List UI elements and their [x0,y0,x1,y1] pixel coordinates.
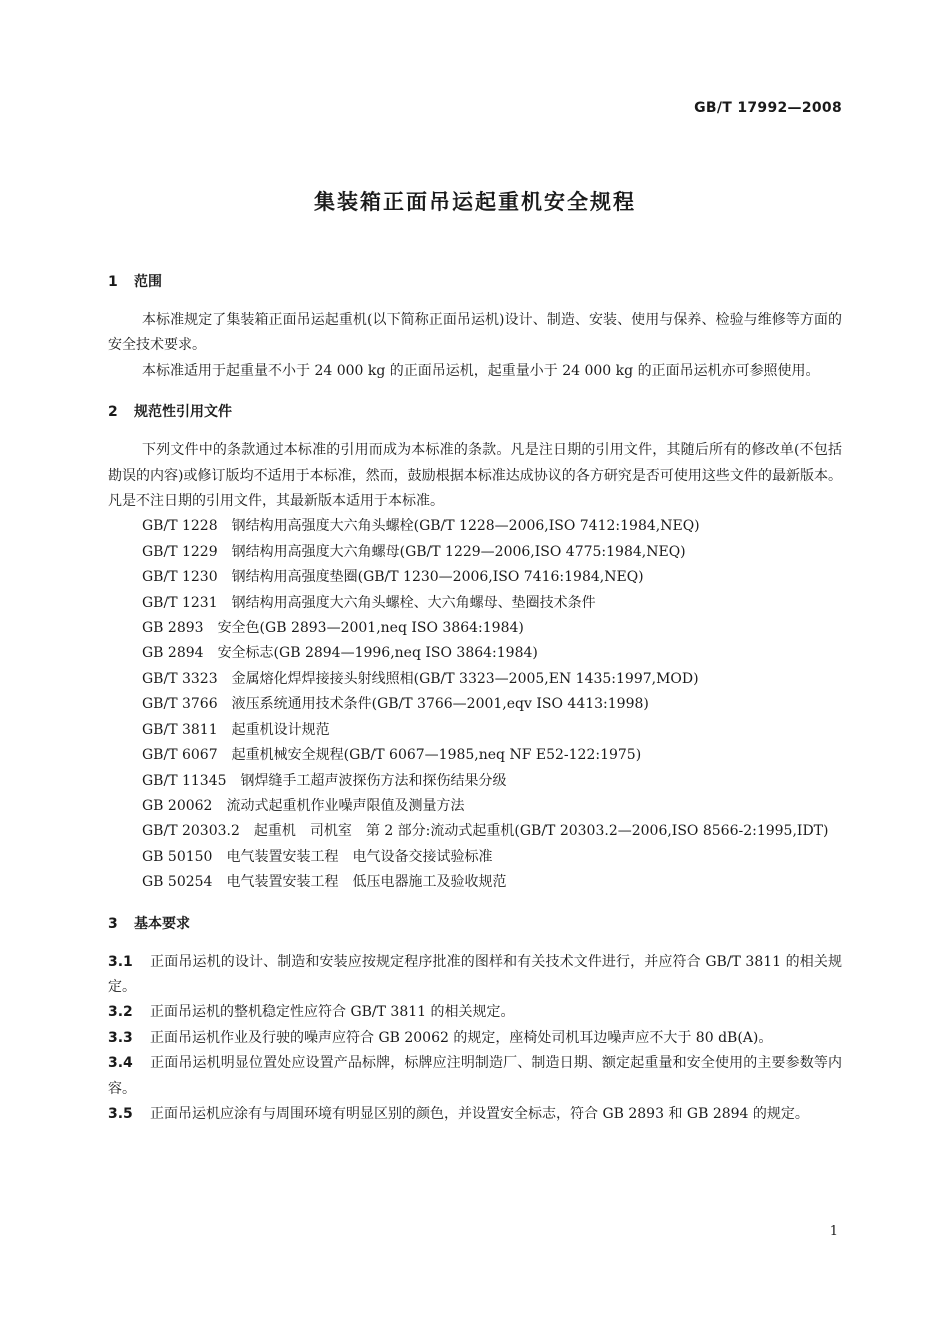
reference-item [108,870,842,895]
reference-title: 流动式起重机作业噪声限值及测量方法 [226,797,465,814]
reference-code: GB 2894 [142,645,204,662]
reference-code: GB/T 6067 [142,747,218,764]
section-title: 范围 [134,274,162,290]
reference-title: 钢结构用高强度垫圈(GB/T 1230—2006,ISO 7416:1984,NEQ) [231,569,644,586]
clause-number: 3.1 [108,953,133,970]
section-heading-3 [108,912,842,937]
reference-title: 电气装置安装工程 低压电器施工及验收规范 [226,874,507,891]
standard-code: GB/T 17992—2008 [694,100,842,116]
clause-text: 正面吊运机的设计、制造和安装应按规定程序批准的图样和有关技术文件进行，并应符合 GB/T 3811 的相关规定。 [108,953,842,995]
clause-number: 3.4 [108,1055,133,1072]
section-heading-2 [108,400,842,425]
clause-text: 正面吊运机的整机稳定性应符合 GB/T 3811 的相关规定。 [150,1004,515,1021]
reference-code: GB/T 3323 [142,670,218,687]
clause-text: 正面吊运机作业及行驶的噪声应符合 GB 20062 的规定，座椅处司机耳边噪声应不大于 80 dB(A)。 [150,1029,773,1046]
section-title: 基本要求 [134,915,190,932]
clause [108,1051,842,1102]
reference-code: GB 50150 [142,848,213,865]
reference-code: GB/T 3811 [142,721,218,738]
reference-code: GB/T 1228 [142,518,218,535]
section-heading-1 [108,270,842,295]
reference-title: 钢结构用高强度大六角头螺栓(GB/T 1228—2006,ISO 7412:1984,NEQ) [231,518,700,535]
reference-item [108,565,842,590]
reference-item [108,667,842,692]
clause-text: 正面吊运机应涂有与周围环境有明显区别的颜色，并设置安全标志，符合 GB 2893 和 GB 2894 的规定。 [150,1105,809,1122]
paragraph: 本标准规定了集装箱正面吊运起重机(以下简称正面吊运机)设计、制造、安装、使用与保养、检验与维修等方面的安全技术要求。 [108,312,842,354]
paragraph: 本标准适用于起重量不小于 24 000 kg 的正面吊运机，起重量小于 24 000 kg 的正面吊运机亦可参照使用。 [142,362,820,379]
reference-code: GB 2893 [142,620,204,637]
reference-title: 起重机设计规范 [231,721,330,738]
document-body [108,268,842,1127]
reference-item [108,591,842,616]
section-number: 3 [108,915,118,932]
section-number: 2 [108,404,118,421]
reference-title: 起重机械安全规程(GB/T 6067—1985,neq NF E52-122:1975) [231,747,642,764]
paragraph: 下列文件中的条款通过本标准的引用而成为本标准的条款。凡是注日期的引用文件，其随后所有的修改单(不包括勘误的内容)或修订版均不适用于本标准，然而，鼓励根据本标准达成协议的各方研究是否可使用这些文件的最新版本。凡是不注日期的引用文件，其最新版本适用于本标准。 [108,442,842,510]
reference-code: GB 50254 [142,874,213,891]
reference-code: GB/T 11345 [142,772,227,789]
clause [108,1102,842,1127]
reference-item [108,769,842,794]
reference-code: GB/T 1231 [142,594,218,611]
clause-number: 3.3 [108,1029,133,1046]
reference-item [108,692,842,717]
clause-number: 3.5 [108,1105,133,1122]
reference-code: GB 20062 [142,797,213,814]
reference-title: 安全标志(GB 2894—1996,neq ISO 3864:1984) [217,645,538,662]
reference-code: GB/T 1229 [142,543,218,560]
page-number: 1 [829,1224,838,1239]
document-title: 集装箱正面吊运起重机安全规程 [314,190,636,214]
reference-title: 安全色(GB 2893—2001,neq ISO 3864:1984) [217,620,524,637]
reference-item: GB/T 20303.2 起重机 司机室 第 2 部分:流动式起重机(GB/T 20303.2—2006,ISO 8566-2:1995,IDT) [142,823,829,840]
reference-code: GB/T 1230 [142,569,218,586]
reference-item [108,718,842,743]
reference-item [108,616,842,641]
reference-title: 钢焊缝手工超声波探伤方法和探伤结果分级 [240,772,507,789]
reference-title: 钢结构用高强度大六角螺母(GB/T 1229—2006,ISO 4775:1984,NEQ) [231,543,686,560]
reference-item [108,641,842,666]
reference-title: 液压系统通用技术条件(GB/T 3766—2001,eqv ISO 4413:1998) [231,696,649,713]
section-title: 规范性引用文件 [134,404,232,421]
clause [108,1000,842,1025]
reference-item [108,514,842,539]
reference-code: GB/T 3766 [142,696,218,713]
clause-number: 3.2 [108,1004,133,1021]
reference-item [108,743,842,768]
reference-item [108,845,842,870]
section-number: 1 [108,274,118,290]
clause-text: 正面吊运机明显位置处应设置产品标牌，标牌应注明制造厂、制造日期、额定起重量和安全使用的主要参数等内容。 [108,1055,842,1097]
reference-item [108,540,842,565]
reference-item [108,794,842,819]
reference-title: 钢结构用高强度大六角头螺栓、大六角螺母、垫圈技术条件 [231,594,596,611]
reference-title: 电气装置安装工程 电气设备交接试验标准 [226,848,493,865]
clause [108,950,842,1001]
clause [108,1026,842,1051]
reference-title: 金属熔化焊焊接接头射线照相(GB/T 3323—2005,EN 1435:1997,MOD) [231,670,699,687]
